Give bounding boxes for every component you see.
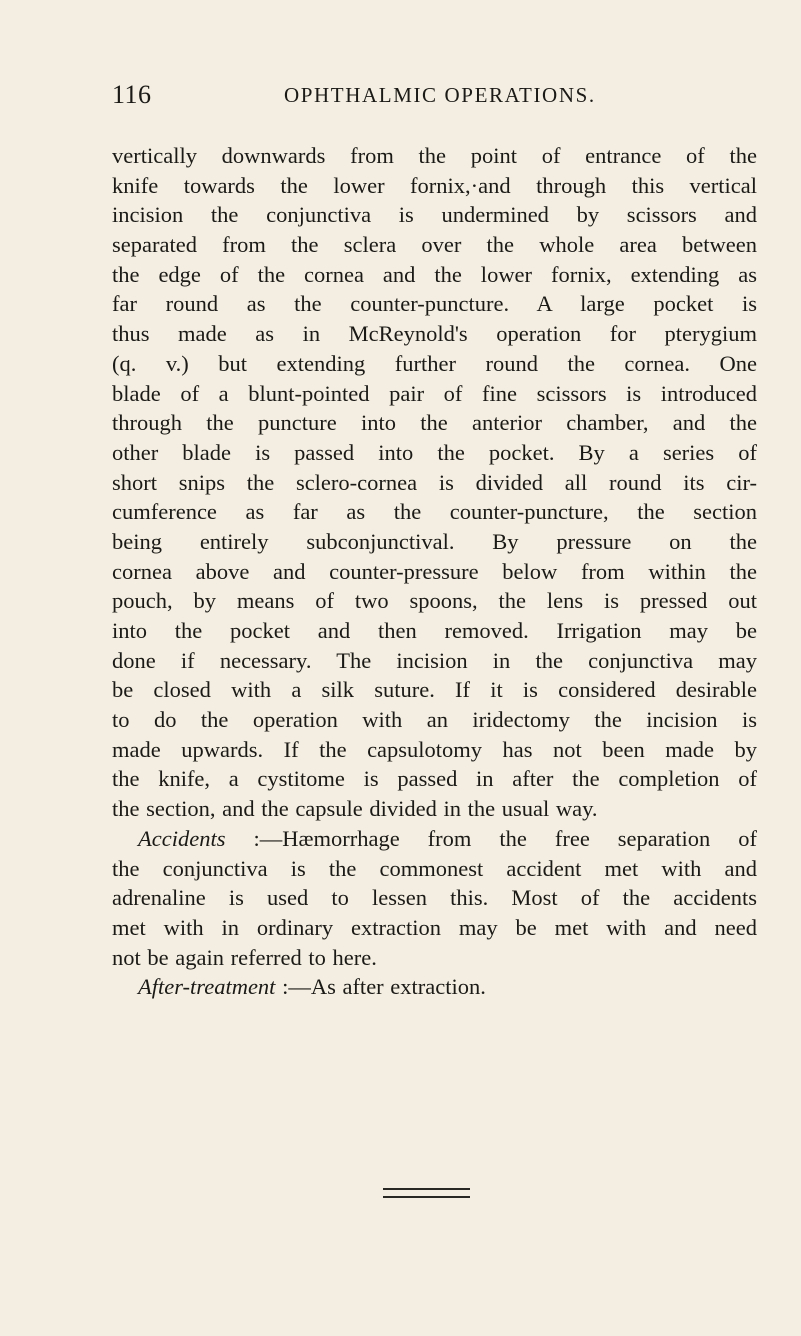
- text-line: through the puncture into the anterior chamber, and the: [112, 410, 757, 436]
- page-header: [112, 80, 757, 116]
- text-line: done if necessary. The incision in the conjunctiva may: [112, 647, 757, 673]
- text-line: cornea above and counter-pressure below from within the: [112, 558, 757, 584]
- text-line: separated from the sclera over the whole area between: [112, 232, 757, 258]
- page-number: 116: [112, 80, 152, 109]
- text-line: pouch, by means of two spoons, the lens is pressed out: [112, 588, 757, 614]
- after-treatment-paragraph: After-treatment :—As after extraction.: [138, 974, 486, 1000]
- text-line: the edge of the cornea and the lower fornix, extending as: [112, 261, 757, 287]
- text-line: other blade is passed into the pocket. By a series of: [112, 439, 757, 465]
- text-line: the section, and the capsule divided in the usual way.: [112, 796, 598, 822]
- section-end-rule: [383, 1188, 470, 1190]
- text-line: thus made as in McReynold's operation for pterygium: [112, 321, 757, 347]
- section-end-rule: [383, 1196, 470, 1198]
- text-line: being entirely subconjunctival. By pressure on the: [112, 528, 757, 554]
- text-line: far round as the counter-puncture. A large pocket is: [112, 291, 757, 317]
- text-line: cumference as far as the counter-puncture, the section: [112, 499, 757, 525]
- text-line: made upwards. If the capsulotomy has not been made by: [112, 736, 757, 762]
- running-title: OPHTHALMIC OPERATIONS.: [284, 83, 596, 107]
- text-line: met with in ordinary extraction may be met with and need: [112, 914, 757, 940]
- text-line: the conjunctiva is the commonest accident met with and: [112, 855, 757, 881]
- text-line: be closed with a silk suture. If it is considered desirable: [112, 677, 757, 703]
- text-line: vertically downwards from the point of entrance of the: [112, 143, 757, 168]
- accidents-heading: Accidents: [138, 825, 226, 851]
- text-line: (q. v.) but extending further round the cornea. One: [112, 350, 757, 376]
- text-line: short snips the sclero-cornea is divided all round its cir-: [112, 469, 757, 495]
- text-line: adrenaline is used to lessen this. Most of the accidents: [112, 885, 757, 911]
- after-treatment-text: As after extraction.: [310, 974, 486, 1000]
- text-line: blade of a blunt-pointed pair of fine scissors is introduced: [112, 380, 757, 406]
- text-line: knife towards the lower fornix,·and through this vertical: [112, 172, 757, 198]
- text-line: incision the conjunctiva is undermined by scissors and: [112, 202, 757, 228]
- text-line: to do the operation with an iridectomy the incision is: [112, 707, 757, 733]
- accidents-paragraph-start: Accidents :—Hæmorrhage from the free separation of: [138, 825, 757, 851]
- text-line: into the pocket and then removed. Irrigation may be: [112, 618, 757, 643]
- text-line: not be again referred to here.: [112, 944, 377, 970]
- after-treatment-heading: After-treatment: [138, 974, 276, 1000]
- text-line: the knife, a cystitome is passed in after the completion of: [112, 766, 757, 792]
- body-text: [112, 141, 757, 1002]
- accidents-lead: Hæmorrhage from the free separation of: [282, 825, 757, 851]
